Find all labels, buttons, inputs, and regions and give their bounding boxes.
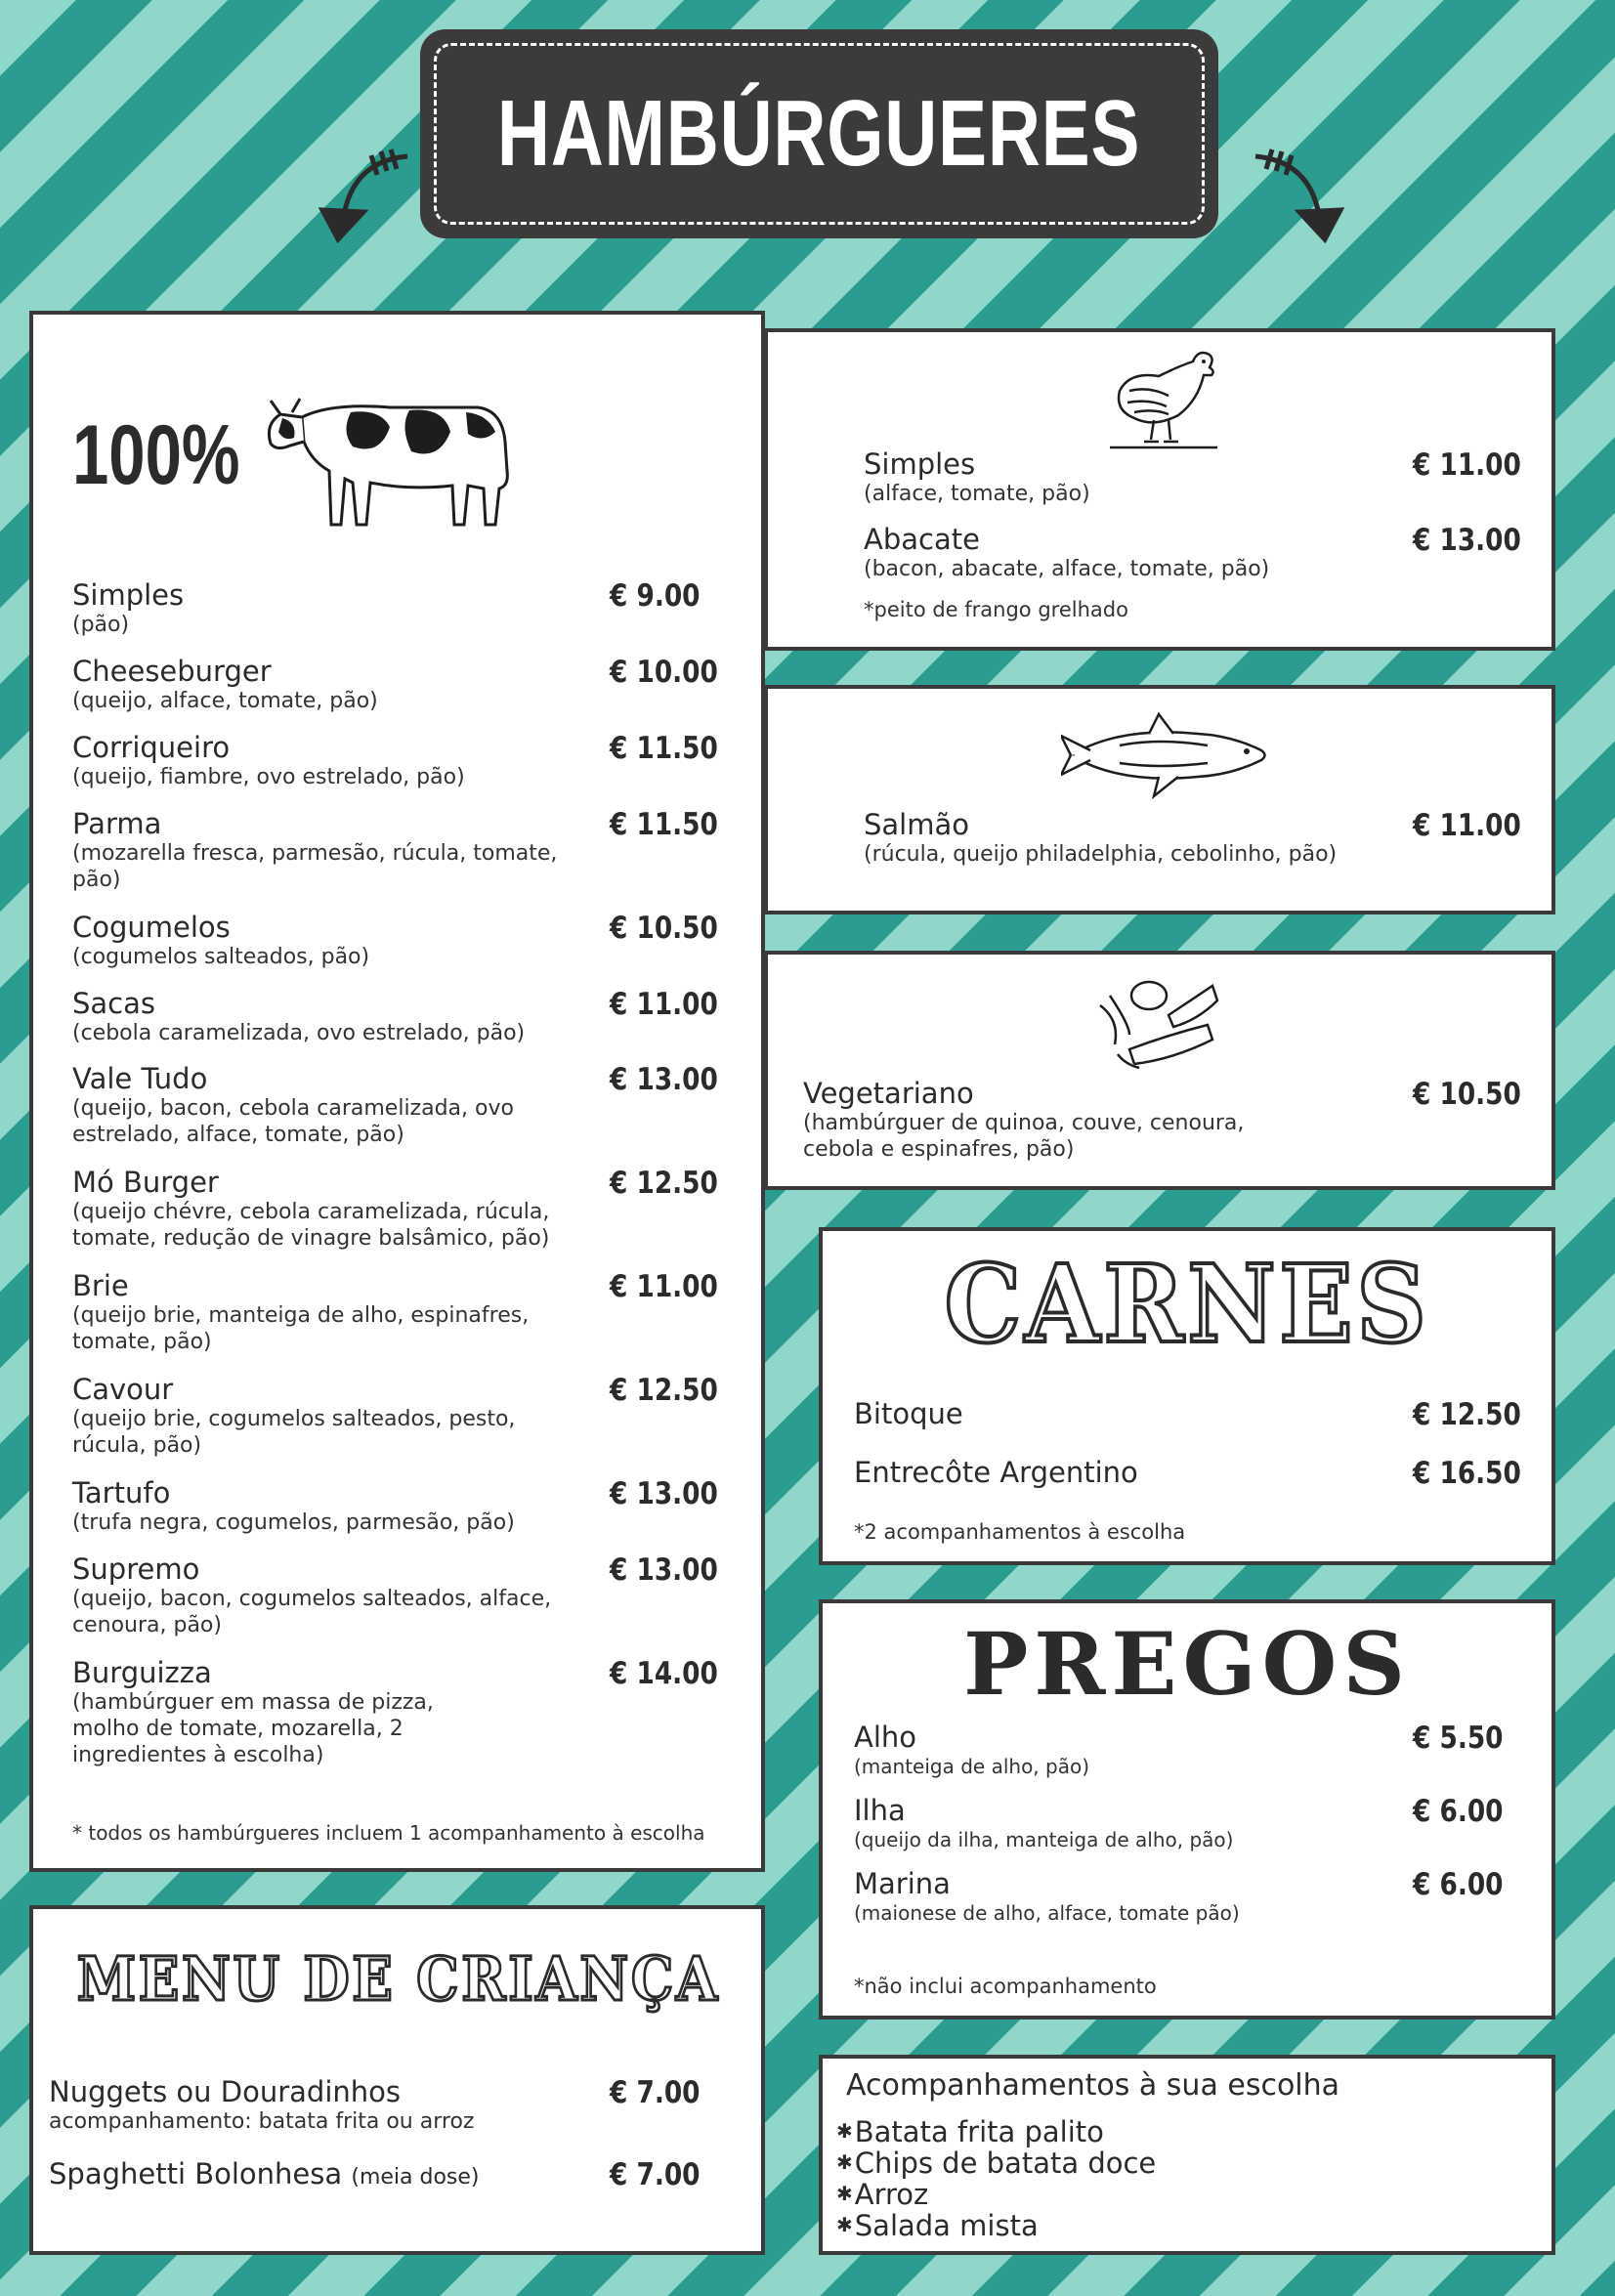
item-price: € 13.00 <box>610 1476 718 1511</box>
carnes-heading: CARNES <box>944 1241 1430 1367</box>
section-heading-100: 100% <box>72 408 240 502</box>
item-name: Corriqueiro <box>72 731 231 764</box>
item-name: Abacate <box>864 523 980 556</box>
side-label: Batata frita palito <box>854 2115 1104 2148</box>
item-price: € 11.50 <box>610 807 718 842</box>
kids-menu-card <box>29 1905 765 2255</box>
item-name: Brie <box>72 1269 129 1302</box>
item-price: € 9.00 <box>610 578 701 614</box>
item-description: (queijo, alface, tomate, pão) <box>72 689 378 713</box>
item-description: (queijo, bacon, cogumelos salteados, alface, cenoura, pão) <box>72 1587 552 1637</box>
vegetables-illustration <box>1090 966 1237 1074</box>
arrow-left-icon <box>315 142 422 249</box>
item-price: € 14.00 <box>610 1656 718 1691</box>
item-price: € 13.00 <box>1413 523 1521 558</box>
item-name: Bitoque <box>854 1397 963 1430</box>
item-name-extra: (meia dose) <box>351 2165 480 2190</box>
page-title: HAMBÚRGUERES <box>497 81 1141 186</box>
item-name: Simples <box>72 578 185 612</box>
item-name: Nuggets ou Douradinhos <box>49 2075 401 2108</box>
item-price: € 13.00 <box>610 1552 718 1588</box>
list-item <box>836 2209 1039 2242</box>
item-description: (rúcula, queijo philadelphia, cebolinho, pão) <box>864 842 1338 867</box>
list-item <box>836 2178 928 2211</box>
item-description: (hambúrguer em massa de pizza, molho de tomate, mozarella, 2 ingredientes à escolha) <box>72 1690 434 1767</box>
side-label: Arroz <box>854 2178 929 2211</box>
item-description: (pão) <box>72 613 130 637</box>
item-description: (cogumelos salteados, pão) <box>72 945 370 969</box>
star-icon: ✱ <box>836 2119 853 2143</box>
item-description: (alface, tomate, pão) <box>864 482 1090 506</box>
star-icon: ✱ <box>836 2213 853 2236</box>
footnote: * todos os hambúrgueres incluem 1 acompanhamento à escolha <box>72 1821 705 1845</box>
item-description: (mozarella fresca, parmesão, rúcula, tomate, pão) <box>72 841 558 892</box>
item-price: € 10.00 <box>610 655 718 690</box>
item-name-text: Spaghetti Bolonhesa <box>49 2157 343 2190</box>
item-name: Vale Tudo <box>72 1062 208 1095</box>
footnote: *2 acompanhamentos à escolha <box>854 1520 1186 1544</box>
item-description: (bacon, abacate, alface, tomate, pão) <box>864 557 1270 581</box>
arrow-right-icon <box>1241 142 1348 249</box>
item-description: (queijo da ilha, manteiga de alho, pão) <box>854 1828 1234 1851</box>
item-name: Alho <box>854 1721 917 1754</box>
sides-card <box>819 2055 1555 2255</box>
item-name: Cheeseburger <box>72 655 272 688</box>
item-price: € 12.50 <box>610 1166 718 1201</box>
item-description: (cebola caramelizada, ovo estrelado, pão) <box>72 1021 526 1045</box>
footnote: *não inclui acompanhamento <box>854 1975 1157 1998</box>
item-price: € 16.50 <box>1413 1456 1521 1491</box>
item-name: Marina <box>854 1867 951 1900</box>
item-description: (trufa negra, cogumelos, parmesão, pão) <box>72 1510 515 1535</box>
item-price: € 10.50 <box>610 911 718 946</box>
item-description: (queijo, bacon, cebola caramelizada, ovo estrelado, alface, tomate, pão) <box>72 1096 514 1147</box>
item-description: (manteiga de alho, pão) <box>854 1755 1090 1778</box>
title-banner <box>420 29 1218 238</box>
item-name: Supremo <box>72 1552 200 1586</box>
side-label: Chips de batata doce <box>854 2147 1157 2180</box>
item-price: € 5.50 <box>1413 1721 1504 1756</box>
item-description: (hambúrguer de quinoa, couve, cenoura, cebola e espinafres, pão) <box>803 1111 1245 1162</box>
item-description: (queijo, fiambre, ovo estrelado, pão) <box>72 765 465 789</box>
item-name: Parma <box>72 807 162 840</box>
chicken-burgers-card <box>764 328 1555 651</box>
item-price: € 12.50 <box>610 1373 718 1408</box>
salmon-illustration <box>1061 706 1276 804</box>
star-icon: ✱ <box>836 2150 853 2174</box>
vegetarian-burgers-card <box>764 951 1555 1190</box>
list-item <box>836 2147 1156 2180</box>
chicken-illustration <box>1100 342 1227 459</box>
item-description: (queijo brie, cogumelos salteados, pesto, rúcula, pão) <box>72 1407 516 1458</box>
fish-burgers-card <box>764 685 1555 914</box>
cow-illustration <box>243 363 517 534</box>
item-price: € 10.50 <box>1413 1077 1521 1112</box>
item-name: Cogumelos <box>72 911 231 944</box>
side-label: Salada mista <box>854 2209 1039 2242</box>
item-name: Vegetariano <box>803 1077 974 1110</box>
item-description: acompanhamento: batata frita ou arroz <box>49 2109 475 2134</box>
item-name: Mó Burger <box>72 1166 219 1199</box>
pregos-card <box>819 1599 1555 2020</box>
item-name: Burguizza <box>72 1656 212 1689</box>
kids-menu-heading: MENU DE CRIANÇA <box>76 1943 720 2015</box>
item-price: € 11.00 <box>610 987 718 1022</box>
item-name: Tartufo <box>72 1476 171 1509</box>
star-icon: ✱ <box>836 2182 853 2205</box>
item-price: € 6.00 <box>1413 1867 1504 1902</box>
item-name: Salmão <box>864 808 969 841</box>
item-name: Cavour <box>72 1373 174 1406</box>
item-name: Simples <box>864 447 976 481</box>
item-price: € 7.00 <box>610 2075 701 2110</box>
item-price: € 12.50 <box>1413 1397 1521 1432</box>
item-description: (maionese de alho, alface, tomate pão) <box>854 1901 1240 1925</box>
item-price: € 7.00 <box>610 2157 701 2192</box>
beef-burgers-card <box>29 311 765 1872</box>
item-price: € 11.50 <box>610 731 718 766</box>
item-price: € 13.00 <box>610 1062 718 1097</box>
list-item <box>836 2115 1104 2148</box>
item-price: € 11.00 <box>1413 808 1521 843</box>
item-description: (queijo brie, manteiga de alho, espinafres, tomate, pão) <box>72 1303 530 1354</box>
item-price: € 6.00 <box>1413 1794 1504 1829</box>
item-name: Entrecôte Argentino <box>854 1456 1138 1489</box>
pregos-heading: PREGOS <box>963 1613 1411 1715</box>
item-price: € 11.00 <box>610 1269 718 1304</box>
item-name: Sacas <box>72 987 156 1020</box>
item-name <box>49 2157 480 2190</box>
footnote: *peito de frango grelhado <box>864 598 1128 621</box>
item-description: (queijo chévre, cebola caramelizada, rúcula, tomate, redução de vinagre balsâmico, pão) <box>72 1200 550 1251</box>
item-price: € 11.00 <box>1413 447 1521 483</box>
sides-title: Acompanhamentos à sua escolha <box>846 2068 1340 2103</box>
item-name: Ilha <box>854 1794 906 1827</box>
carnes-card <box>819 1227 1555 1565</box>
